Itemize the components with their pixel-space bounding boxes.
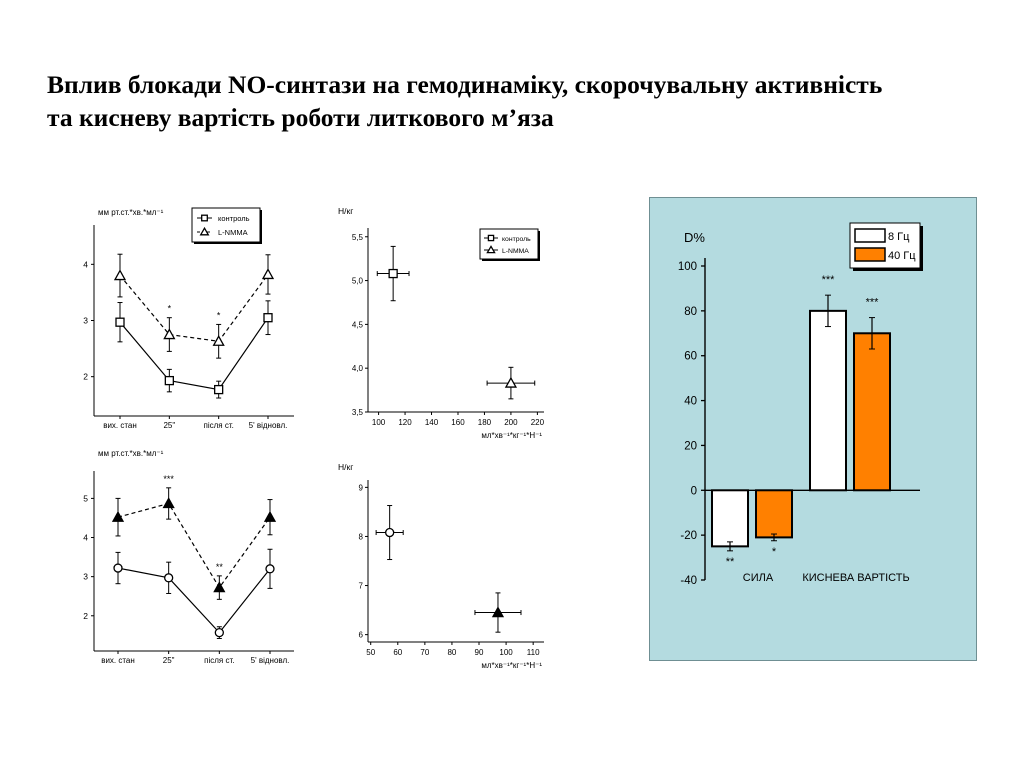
y-tick-label: 4: [83, 259, 88, 270]
legend-label: L-NMMA: [218, 228, 248, 237]
slide-title-line-1: Вплив блокади NO-синтази на гемодинаміку, скорочувальну активність: [47, 70, 883, 99]
x-tick-label: вих. стан: [103, 421, 137, 430]
y-tick-label: 20: [684, 440, 697, 453]
x-tick-label: 100: [499, 648, 513, 657]
y-tick-label: 40: [684, 395, 697, 408]
y-tick-label: 100: [677, 261, 697, 273]
significance-label: *: [216, 310, 221, 321]
legend-swatch: [855, 229, 885, 242]
legend-marker: [488, 235, 493, 240]
chart-top-right: [330, 200, 555, 450]
data-point: [214, 583, 224, 592]
significance-label: **: [215, 561, 223, 572]
data-point: [386, 529, 394, 537]
series-line-1: [118, 503, 270, 587]
data-point: [115, 271, 125, 280]
y-tick-label: 3: [83, 315, 88, 326]
x-tick-label: 140: [424, 418, 439, 427]
data-point: [506, 378, 516, 387]
data-point: [165, 574, 173, 582]
x-tick-label: 50: [366, 648, 376, 657]
y-tick-label: 3,5: [351, 408, 363, 417]
x-tick-label: 5' відновл.: [248, 421, 288, 430]
legend-label: L-NMMA: [502, 248, 529, 255]
y-tick-label: -20: [680, 530, 697, 543]
x-tick-label: 120: [398, 418, 412, 427]
chart-top-left-svg: [82, 200, 312, 440]
data-point: [265, 512, 275, 521]
chart-bottom-right: [330, 458, 555, 680]
data-point: [389, 270, 397, 278]
data-point: [114, 564, 122, 572]
y-tick-label: 4,0: [351, 364, 363, 374]
y-axis-label: мм рт.ст.*хв.*мл⁻¹: [98, 208, 164, 217]
significance-label: ***: [163, 473, 174, 484]
y-tick-label: 80: [684, 305, 697, 318]
series-line-0: [120, 318, 268, 390]
y-tick-label: 60: [684, 350, 697, 363]
legend-label: 8 Гц: [888, 231, 910, 243]
x-tick-label: 220: [530, 418, 545, 427]
legend-marker: [202, 215, 208, 221]
chart-top-left: [82, 200, 312, 440]
x-tick-label: 180: [477, 418, 492, 427]
category-label: КИСНЕВА ВАРТІСТЬ: [802, 572, 910, 584]
x-tick-label: 70: [420, 648, 430, 657]
chart-bottom-left: [82, 446, 312, 672]
x-tick-label: 5' відновл.: [250, 656, 290, 665]
chart-top-right-svg: [330, 200, 555, 450]
bar-chart-svg: [650, 198, 976, 660]
data-point: [214, 336, 224, 345]
y-axis-label: Н/кг: [338, 462, 354, 472]
y-tick-label: 5: [83, 493, 88, 504]
x-axis-label: мл*хв⁻¹*кг⁻¹*Н⁻¹: [481, 661, 542, 670]
x-tick-label: 25": [162, 656, 175, 665]
x-tick-label: після ст.: [203, 421, 234, 430]
category-label: СИЛА: [742, 572, 774, 584]
legend-label: контроль: [218, 214, 250, 223]
series-line-0: [118, 568, 270, 633]
y-tick-label: 4,5: [351, 320, 363, 330]
legend-label: 40 Гц: [888, 250, 916, 262]
y-tick-label: 8: [358, 532, 363, 542]
bar: [756, 490, 792, 537]
data-point: [116, 318, 124, 326]
data-point: [215, 386, 223, 394]
chart-bottom-left-svg: [82, 446, 312, 672]
significance-label: **: [725, 555, 735, 568]
y-tick-label: 2: [83, 610, 88, 621]
y-tick-label: 5,0: [351, 276, 363, 286]
significance-label: *: [167, 303, 172, 314]
y-tick-label: 0: [690, 485, 697, 498]
legend-swatch: [855, 248, 885, 261]
x-tick-label: 60: [393, 648, 403, 657]
x-tick-label: 160: [451, 418, 465, 427]
x-axis-label: мл*хв⁻¹*кг⁻¹*Н⁻¹: [481, 431, 542, 440]
slide-title-line-2: та кисневу вартість роботи литкового м’яза: [47, 103, 554, 132]
y-axis-label: D%: [684, 230, 705, 245]
data-point: [165, 377, 173, 385]
data-point: [264, 314, 272, 322]
x-tick-label: 25": [163, 421, 176, 430]
chart-bottom-right-svg: [330, 458, 555, 680]
series-line-1: [120, 274, 268, 341]
y-axis-label: мм рт.ст.*хв.*мл⁻¹: [98, 449, 164, 458]
bar: [810, 311, 846, 490]
x-tick-label: 90: [474, 648, 484, 657]
x-tick-label: 80: [447, 648, 457, 657]
data-point: [215, 629, 223, 637]
y-tick-label: 4: [83, 532, 88, 543]
slide-title: [47, 68, 1007, 134]
significance-label: *: [771, 545, 777, 558]
data-point: [263, 269, 273, 278]
data-point: [266, 565, 274, 573]
bar-chart-panel: [649, 197, 977, 661]
y-tick-label: 7: [358, 581, 363, 591]
y-tick-label: 2: [83, 371, 88, 382]
y-tick-label: 5,5: [351, 232, 363, 242]
y-tick-label: -40: [680, 575, 697, 587]
x-tick-label: 110: [526, 648, 540, 657]
y-axis-label: Н/кг: [338, 206, 354, 216]
y-tick-label: 9: [358, 483, 363, 493]
y-tick-label: 3: [83, 571, 88, 582]
x-tick-label: після ст.: [204, 656, 235, 665]
bar: [854, 333, 890, 490]
significance-label: ***: [821, 274, 835, 287]
bar: [712, 490, 748, 546]
y-tick-label: 6: [358, 630, 363, 640]
x-tick-label: 100: [371, 418, 386, 427]
significance-label: ***: [865, 296, 879, 309]
data-point: [164, 498, 174, 507]
legend-label: контроль: [502, 236, 531, 243]
x-tick-label: вих. стан: [101, 656, 135, 665]
x-tick-label: 200: [504, 418, 518, 427]
